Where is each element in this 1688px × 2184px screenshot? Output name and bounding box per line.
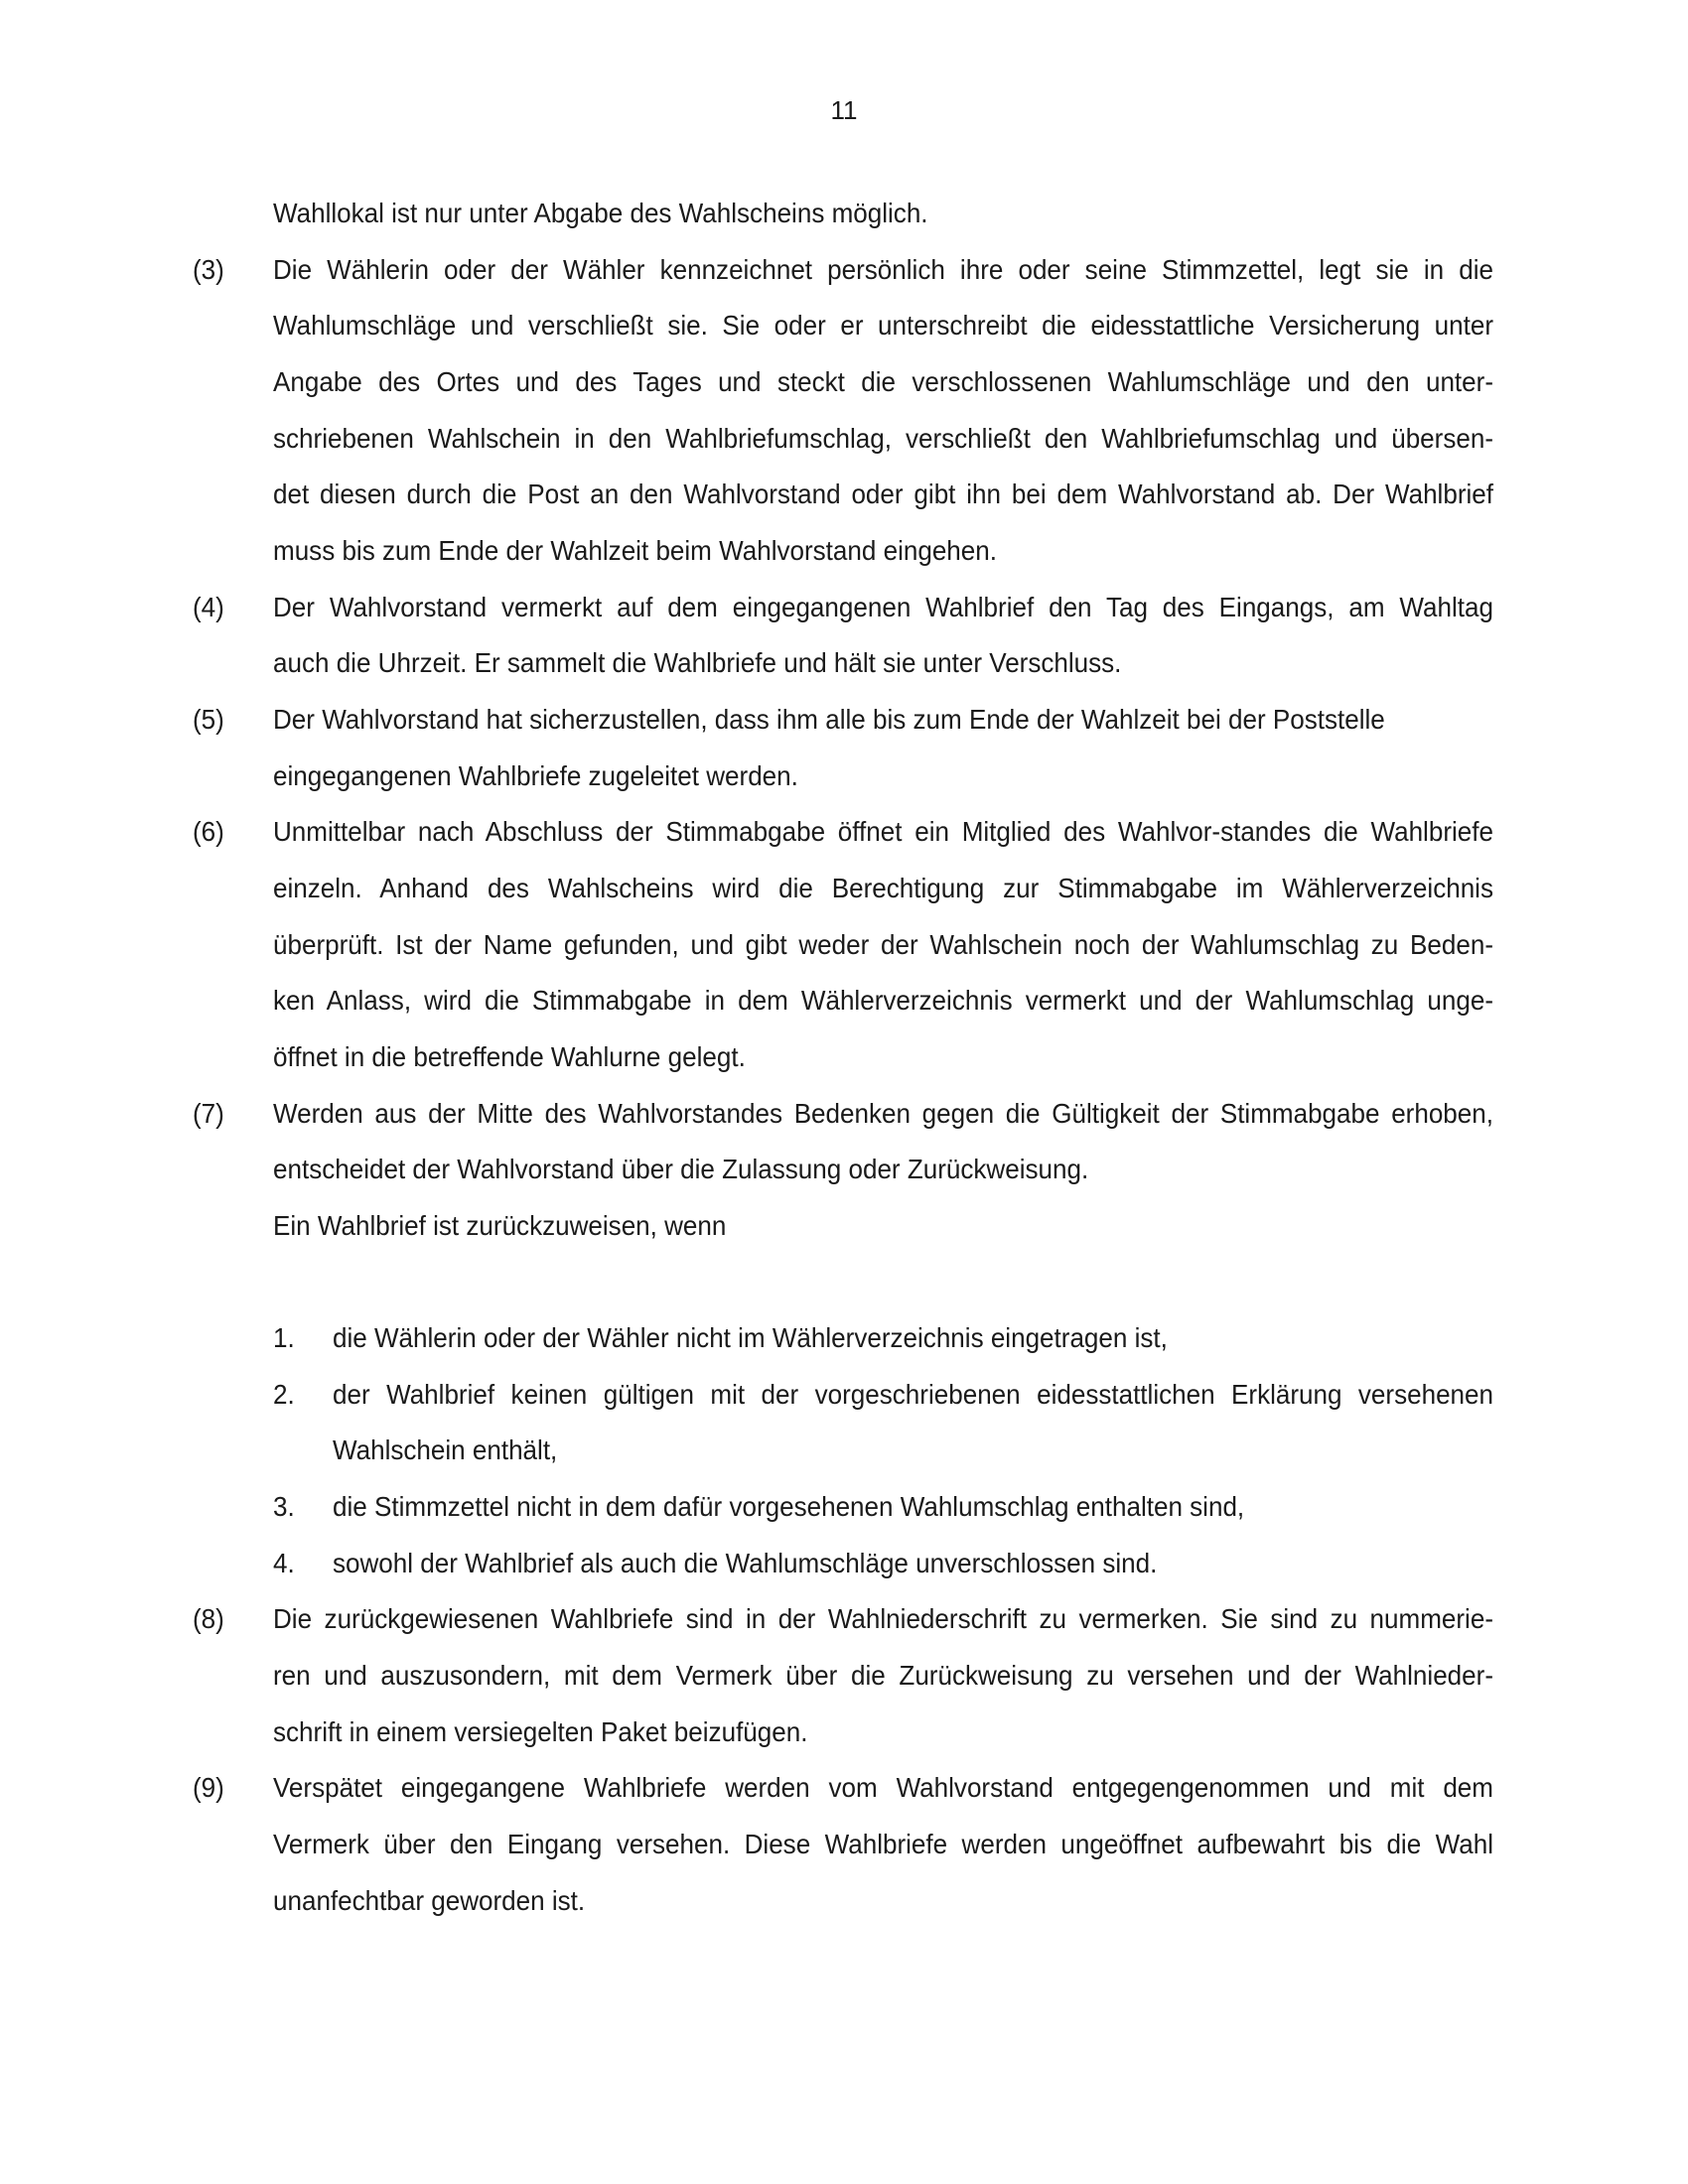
paragraph-text xyxy=(273,692,1586,804)
paragraph-3-line-1: Die Wählerin oder der Wähler kennzeichnet persönlich ihre oder seine Stimmzettel, legt sie in die xyxy=(273,253,1493,285)
paragraph-marker: (6) xyxy=(193,816,224,848)
page-body xyxy=(193,186,1586,1929)
paragraph-6-line-1: Unmittelbar nach Abschluss der Stimmabgabe öffnet ein Mitglied des Wahlvor-standes die Wahlbriefe xyxy=(273,816,1493,848)
list-item xyxy=(273,1536,1586,1592)
paragraph-3-line-6: muss bis zum Ende der Wahlzeit beim Wahlvorstand eingehen. xyxy=(273,534,997,566)
paragraph-9-line-2: Vermerk über den Eingang versehen. Diese Wahlbriefe werden ungeöffnet aufbewahrt bis die Wahl xyxy=(273,1829,1493,1860)
paragraph-7 xyxy=(193,1086,1586,1592)
list-item-3-line-1: die Stimmzettel nicht in dem dafür vorgesehenen Wahlumschlag enthalten sind, xyxy=(333,1491,1245,1523)
list-item-4-line-1: sowohl der Wahlbrief als auch die Wahlumschläge unverschlossen sind. xyxy=(333,1547,1158,1578)
paragraph-text xyxy=(273,1760,1586,1929)
paragraph-4 xyxy=(193,580,1586,692)
paragraph-marker: (9) xyxy=(193,1772,224,1804)
paragraph-3 xyxy=(193,242,1586,580)
paragraph-text xyxy=(273,1086,1586,1592)
list-item xyxy=(273,1310,1586,1367)
paragraph-3-line-2: Wahlumschläge und verschließt sie. Sie oder er unterschreibt die eidesstattliche Versicherung unter xyxy=(273,310,1493,341)
paragraph-3-line-5: det diesen durch die Post an den Wahlvorstand oder gibt ihn bei dem Wahlvorstand ab. Der Wahlbrief xyxy=(273,478,1493,510)
paragraph-7-line-3: Ein Wahlbrief ist zurückzuweisen, wenn xyxy=(273,1209,727,1241)
paragraph-5-line-1: Der Wahlvorstand hat sicherzustellen, dass ihm alle bis zum Ende der Wahlzeit bei der Poststelle xyxy=(273,703,1385,735)
blank-line xyxy=(273,1254,1586,1310)
paragraph-marker: (8) xyxy=(193,1603,224,1635)
paragraph-9-line-3: unanfechtbar geworden ist. xyxy=(273,1884,586,1916)
list-item-text xyxy=(333,1536,1581,1592)
paragraph-5-line-2: eingegangenen Wahlbriefe zugeleitet werden. xyxy=(273,759,798,791)
continuation-text xyxy=(273,186,1586,242)
list-item-number: 2. xyxy=(273,1378,295,1410)
paragraph-marker: (5) xyxy=(193,703,224,735)
paragraph-6-line-4: ken Anlass, wird die Stimmabgabe in dem Wählerverzeichnis vermerkt und der Wahlumschlag unge- xyxy=(273,985,1493,1017)
paragraph-4-line-2: auch die Uhrzeit. Er sammelt die Wahlbriefe und hält sie unter Verschluss. xyxy=(273,647,1122,679)
paragraph-9-line-1: Verspätet eingegangene Wahlbriefe werden vom Wahlvorstand entgegengenommen und mit dem xyxy=(273,1772,1493,1804)
paragraph-3-line-3: Angabe des Ortes und des Tages und steckt die verschlossenen Wahlumschläge und den unter- xyxy=(273,365,1493,397)
list-item-2-line-2: Wahlschein enthält, xyxy=(333,1434,558,1466)
paragraph-7-line-2: entscheidet der Wahlvorstand über die Zulassung oder Zurückweisung. xyxy=(273,1154,1089,1185)
paragraph-marker: (7) xyxy=(193,1097,224,1129)
paragraph-9 xyxy=(193,1760,1586,1929)
paragraph-5 xyxy=(193,692,1586,804)
rejection-reasons-list xyxy=(273,1310,1586,1591)
paragraph-8-line-1: Die zurückgewiesenen Wahlbriefe sind in der Wahlniederschrift zu vermerken. Sie sind zu nummerie- xyxy=(273,1603,1493,1635)
list-item xyxy=(273,1479,1586,1536)
paragraph-7-line-1: Werden aus der Mitte des Wahlvorstandes Bedenken gegen die Gültigkeit der Stimmabgabe erhoben, xyxy=(273,1097,1493,1129)
list-item-2-line-1: der Wahlbrief keinen gültigen mit der vorgeschriebenen eidesstattlichen Erklärung versehenen xyxy=(333,1378,1494,1410)
paragraph-6-line-3: überprüft. Ist der Name gefunden, und gibt weder der Wahlschein noch der Wahlumschlag zu Beden- xyxy=(273,928,1493,960)
list-item-1-line-1: die Wählerin oder der Wähler nicht im Wählerverzeichnis eingetragen ist, xyxy=(333,1322,1168,1354)
continuation-line-1: Wahllokal ist nur unter Abgabe des Wahlscheins möglich. xyxy=(273,198,928,228)
paragraph-6-line-2: einzeln. Anhand des Wahlscheins wird die Berechtigung zur Stimmabgabe im Wählerverzeichnis xyxy=(273,872,1493,903)
paragraph-marker: (3) xyxy=(193,253,224,285)
list-item-number: 1. xyxy=(273,1322,295,1354)
paragraph-3-line-4: schriebenen Wahlschein in den Wahlbriefumschlag, verschließt den Wahlbriefumschlag und übersen- xyxy=(273,422,1493,454)
list-item-number: 4. xyxy=(273,1547,295,1578)
paragraph-text xyxy=(273,242,1586,580)
paragraph-6 xyxy=(193,804,1586,1085)
paragraph-6-line-5: öffnet in die betreffende Wahlurne gelegt. xyxy=(273,1040,746,1072)
list-item-text xyxy=(333,1367,1581,1479)
paragraph-text xyxy=(273,804,1586,1085)
paragraph-8 xyxy=(193,1591,1586,1760)
list-item-text xyxy=(333,1310,1581,1367)
list-item xyxy=(273,1367,1586,1479)
page-number: 11 xyxy=(830,95,858,125)
paragraph-4-line-1: Der Wahlvorstand vermerkt auf dem eingegangenen Wahlbrief den Tag des Eingangs, am Wahltag xyxy=(273,591,1493,622)
paragraph-8-line-3: schrift in einem versiegelten Paket beizufügen. xyxy=(273,1715,808,1747)
paragraph-text xyxy=(273,1591,1586,1760)
list-item-number: 3. xyxy=(273,1491,295,1523)
list-item-text xyxy=(333,1479,1581,1536)
paragraph-text xyxy=(273,580,1586,692)
paragraph-8-line-2: ren und auszusondern, mit dem Vermerk über die Zurückweisung zu versehen und der Wahlnieder- xyxy=(273,1660,1493,1692)
paragraph-marker: (4) xyxy=(193,591,224,622)
